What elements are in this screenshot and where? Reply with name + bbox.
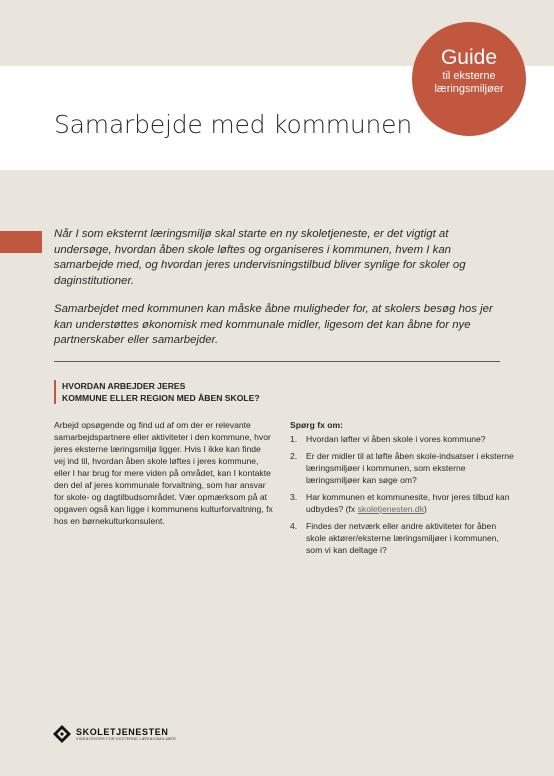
list-number: 2. — [290, 451, 298, 461]
logo-mark-icon — [52, 724, 72, 744]
skoletjenesten-logo — [52, 724, 176, 744]
list-item — [290, 520, 515, 556]
list-text: Har kommunen et kommunesite, hvor jeres tilbud kan udbydes? (fx — [306, 492, 510, 514]
list-text-end: ) — [424, 504, 427, 514]
section-heading-line-1: HVORDAN ARBEJDER JERES — [62, 381, 186, 391]
intro-paragraph-1: Når I som eksternt læringsmiljø skal starte en ny skoletjeneste, er det vigtigt at undersøge, hvordan åben skole løftes og organiseres i kommunen, hvem I kan samarbejde med, og hvordan jeres undervisningstilbud bliver synlige for skoler og daginstitutioner. — [54, 228, 466, 287]
list-item — [290, 433, 515, 445]
logo-tagline: VIDENCENTER FOR EKSTERNE LÆRINGSMILJØER — [76, 736, 176, 741]
list-number: 3. — [290, 492, 298, 502]
logo-name: SKOLETJENESTEN — [76, 726, 169, 737]
page-title: Samarbejde med kommunen — [54, 110, 412, 139]
divider — [54, 361, 500, 362]
questions-heading: Spørg fx om: — [290, 420, 343, 430]
list-text: Er der midler til at løfte åben skole-indsatser i eksterne læringsmiljøer i kommunen, som eksterne læringsmiljøer kan søge om? — [306, 451, 514, 485]
badge-subtitle-1: til eksterne — [442, 70, 496, 82]
section-body: Arbejd opsøgende og find ud af om der er relevante samarbejdspartnere eller aktiviteter i den kommune, hvor jeres eksterne læringsmiljø ligger. Hvis I ikke kan finde vej ind til, hvordan åben skole løftes i jeres kommune, eller I har brug for mere viden på området, kan I kontakte den del af jeres kommunale forvaltning, som har ansvar for skole- og dagtilbudsområdet. Vær opmærksom på at opgaven også kan ligge i kommunens kulturforvaltning, fx hos en børnekulturkonsulent. — [54, 420, 273, 526]
list-number: 4. — [290, 521, 298, 531]
section-heading — [54, 380, 260, 404]
guide-badge — [412, 22, 526, 136]
questions-list — [290, 433, 515, 556]
list-text: Hvordan løfter vi åben skole i vores kommune? — [306, 434, 486, 444]
intro-paragraph-2: Samarbejdet med kommunen kan måske åbne muligheder for, at skolers besøg hos jer kan understøttes økonomisk med kommunale midler, ligesom det kan åbne for nye partnerskaber eller samarbejder. — [54, 303, 493, 346]
list-number: 1. — [290, 434, 298, 444]
list-text: Findes der netværk eller andre aktiviteter for åben skole aktører/eksterne læringsmiljøer i kommunen, som vi kan deltage i? — [306, 521, 499, 555]
list-item — [290, 450, 515, 486]
accent-bar — [0, 231, 42, 253]
intro-text — [54, 227, 494, 349]
badge-title: Guide — [440, 46, 498, 69]
questions-box — [290, 419, 515, 561]
section-heading-line-2: KOMMUNE ELLER REGION MED ÅBEN SKOLE? — [62, 393, 260, 403]
badge-subtitle-2: læringsmiljøer — [434, 83, 504, 95]
logo-text — [76, 727, 176, 742]
list-item — [290, 491, 515, 515]
skoletjenesten-link[interactable]: skoletjenesten.dk — [357, 504, 424, 514]
